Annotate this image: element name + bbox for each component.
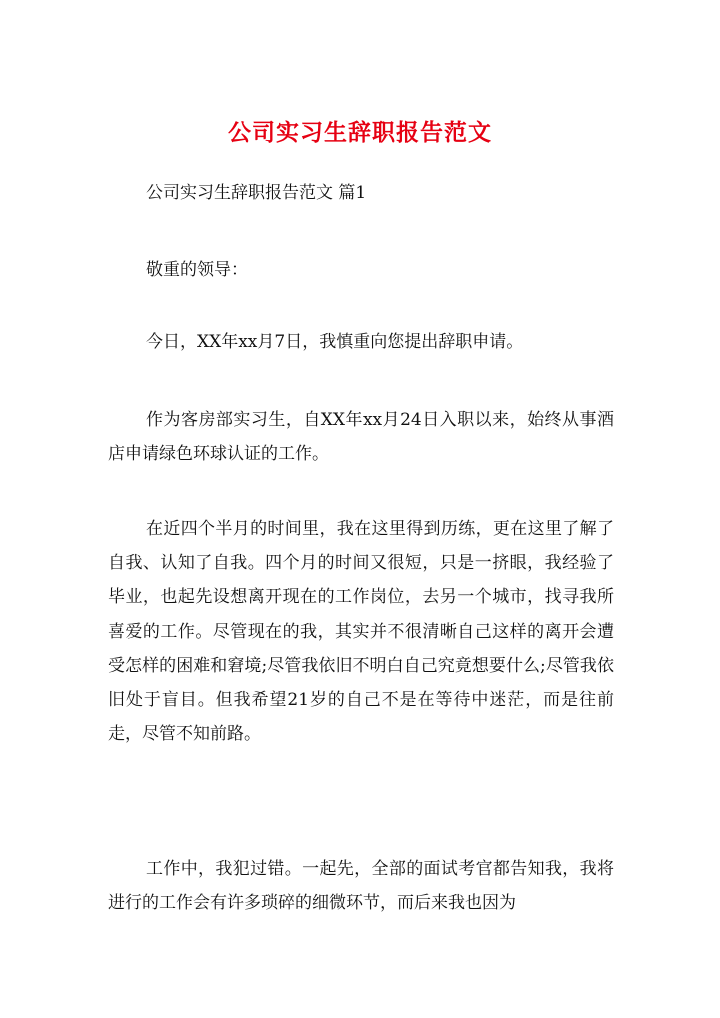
document-title: 公司实习生辞职报告范文 — [228, 119, 492, 146]
body-paragraph: 今日，XX年xx月7日，我慎重向您提出辞职申请。 — [146, 332, 524, 352]
body-paragraph: 在近四个半月的时间里，我在这里得到历练，更在这里了解了自我、认知了自我。四个月的时间又很短，只是一挤眼，我经验了毕业，也起先设想离开现在的工作岗位，去另一个城市，找寻我所喜爱的工作。尽管现在的我，其实并不很清晰自己这样的离开会遭受怎样的困难和窘境;尽管我依旧不明白自己究竟想要什么;尽管我依旧处于盲目。但我希望21岁的自己不是在等待中迷茫，而是往前走，尽管不知前路。 — [108, 519, 614, 745]
document-subtitle: 公司实习生辞职报告范文 篇1 — [146, 183, 367, 203]
salutation-paragraph: 敬重的领导： — [146, 260, 248, 280]
body-paragraph: 工作中，我犯过错。一起先，全部的面试考官都告知我，我将进行的工作会有许多琐碎的细微环节，而后来我也因为 — [108, 859, 614, 914]
body-paragraph: 作为客房部实习生，自XX年xx月24日入职以来，始终从事酒店申请绿色环球认证的工作。 — [108, 410, 614, 465]
